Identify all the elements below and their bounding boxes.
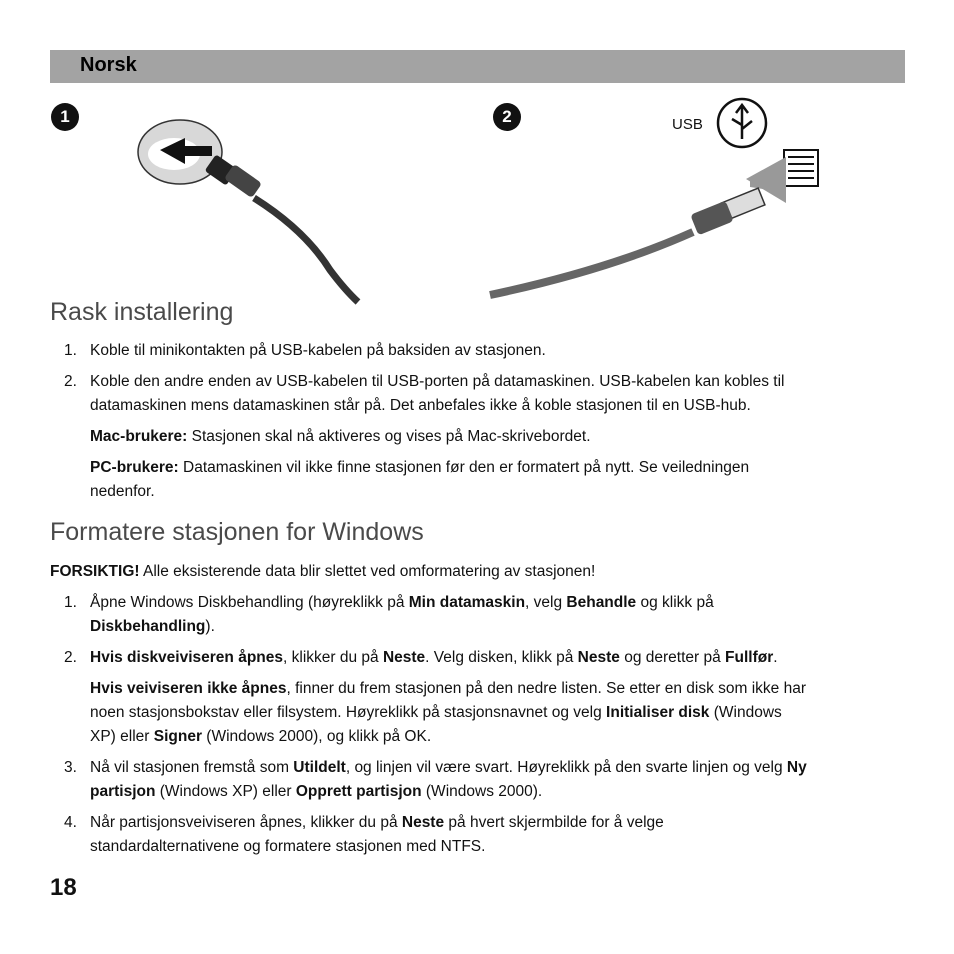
step-text: Nå vil stasjonen fremstå som Utildelt, og linjen vil være svart. Høyreklikk på den svarte linjen og velg Ny [90, 759, 807, 776]
page-number: 18 [50, 874, 77, 901]
pc-users-note: nedenfor. [90, 483, 155, 500]
step-text: Diskbehandling). [90, 618, 215, 635]
step-text: standardalternativene og formatere stasjonen med NTFS. [90, 838, 486, 855]
step-text: Koble den andre enden av USB-kabelen til USB-porten på datamaskinen. USB-kabelen kan kobles til [90, 373, 785, 390]
list-number: 1. [64, 342, 77, 359]
step-text: Hvis veiviseren ikke åpnes, finner du frem stasjonen på den nedre listen. Se etter en disk som ikke har [90, 680, 806, 697]
step-text: Koble til minikontakten på USB-kabelen på baksiden av stasjonen. [90, 342, 546, 359]
language-header-bar [50, 50, 905, 83]
usb-port-connection-illustration [488, 95, 828, 305]
list-number: 2. [64, 649, 77, 666]
step-text: Åpne Windows Diskbehandling (høyreklikk på Min datamaskin, velg Behandle og klikk på [90, 594, 714, 611]
mac-users-note: Mac-brukere: Stasjonen skal nå aktiveres og vises på Mac-skrivebordet. [90, 428, 591, 445]
list-number: 1. [64, 594, 77, 611]
step-text: Hvis diskveiviseren åpnes, klikker du på Neste. Velg disken, klikk på Neste og deretter på Fullfør. [90, 649, 778, 666]
section-title-quick-install: Rask installering [50, 298, 234, 326]
step-text: noen stasjonsbokstav eller filsystem. Høyreklikk på stasjonsnavnet og velg Initialiser disk (Windows [90, 704, 782, 721]
step-text: partisjon (Windows XP) eller Opprett partisjon (Windows 2000). [90, 783, 543, 800]
warning-note: FORSIKTIG! Alle eksisterende data blir slettet ved omformatering av stasjonen! [50, 563, 596, 580]
step-text: Når partisjonsveiviseren åpnes, klikker du på Neste på hvert skjermbilde for å velge [90, 814, 664, 831]
pc-users-note: PC-brukere: Datamaskinen vil ikke finne stasjonen før den er formatert på nytt. Se veiledningen [90, 459, 750, 476]
section-title-format-windows: Formatere stasjonen for Windows [50, 518, 424, 546]
step-1-badge: 1 [51, 103, 79, 131]
list-number: 2. [64, 373, 77, 390]
language-label: Norsk [80, 54, 137, 76]
list-number: 4. [64, 814, 77, 831]
step-text: XP) eller Signer (Windows 2000), og klikk på OK. [90, 728, 432, 745]
step-text: datamaskinen mens datamaskinen står på. Det anbefales ikke å koble stasjonen til en USB-hub. [90, 397, 751, 414]
step-2-badge: 2 [493, 103, 521, 131]
usb-label: USB [672, 116, 703, 133]
list-number: 3. [64, 759, 77, 776]
mini-usb-connection-illustration [130, 110, 370, 305]
usb-port [784, 150, 818, 186]
